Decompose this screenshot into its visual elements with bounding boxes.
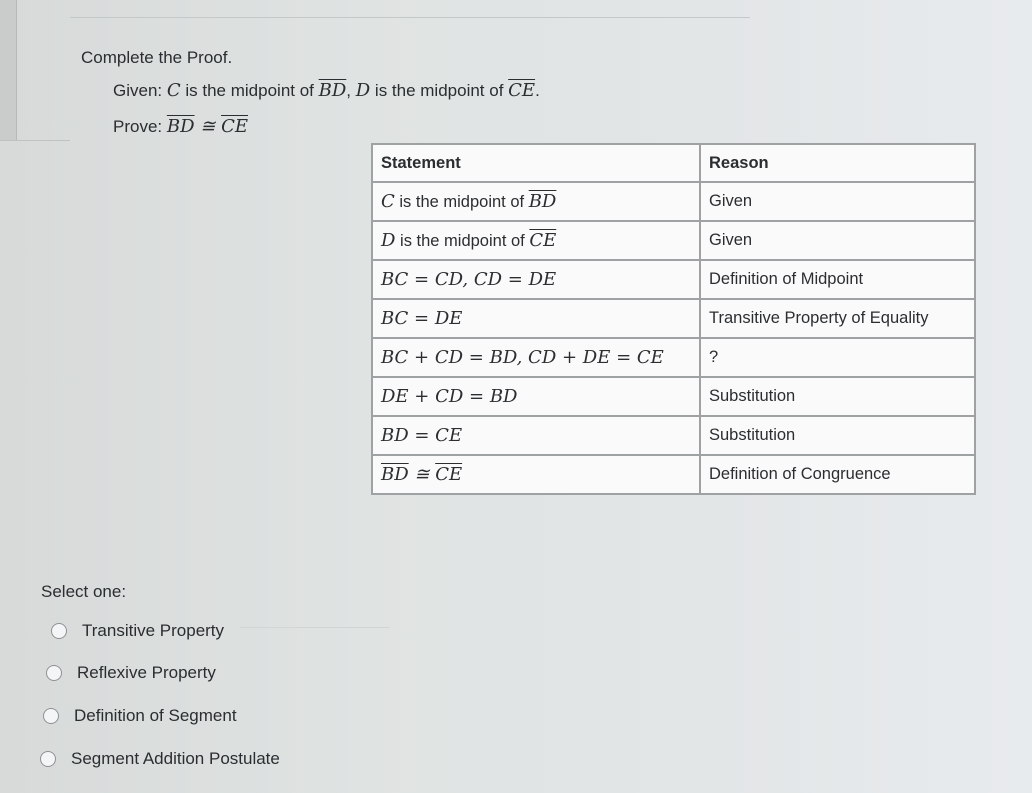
statement-cell: BC + CD = BD, CD + DE = CE: [372, 338, 700, 377]
left-panel-edge: [0, 0, 17, 140]
reason-cell-missing: ?: [700, 338, 975, 377]
proof-row: [372, 260, 975, 299]
statement-cell: [372, 455, 700, 494]
given-text-4: .: [535, 81, 540, 100]
option-label[interactable]: Definition of Segment: [74, 706, 237, 725]
given-segment-ce: CE: [508, 80, 536, 101]
question-heading: Complete the Proof.: [81, 48, 233, 67]
statement-congruent-symbol: ≅: [408, 464, 436, 485]
prove-congruent-symbol: ≅: [194, 116, 222, 137]
given-point-c: C: [166, 80, 181, 101]
statement-point-d: D: [381, 230, 396, 251]
proof-table-header: [372, 144, 975, 182]
reason-cell: Given: [700, 221, 975, 260]
radio-button[interactable]: [40, 751, 56, 767]
statement-cell: BC = DE: [372, 299, 700, 338]
statement-header: Statement: [372, 144, 700, 182]
top-divider: [70, 17, 750, 18]
option-segment-addition-postulate[interactable]: [40, 749, 280, 769]
reason-cell: Definition of Congruence: [700, 455, 975, 494]
reason-header: Reason: [700, 144, 975, 182]
reason-cell: Given: [700, 182, 975, 221]
statement-cell: [372, 221, 700, 260]
reason-cell: Substitution: [700, 377, 975, 416]
statement-point-c: C: [381, 191, 395, 212]
statement-cell: BC = CD, CD = DE: [372, 260, 700, 299]
prove-segment-bd: BD: [166, 116, 195, 137]
option-transitive-property[interactable]: [51, 621, 224, 641]
option-reflexive-property[interactable]: [46, 663, 216, 683]
statement-text: is the midpoint of: [395, 232, 530, 250]
option-definition-of-segment[interactable]: [43, 706, 237, 726]
proof-row: [372, 221, 975, 260]
statement-segment-ce: CE: [435, 464, 463, 485]
option-divider: [240, 627, 390, 628]
given-text-3: is the midpoint of: [370, 81, 509, 100]
prove-segment-ce: CE: [221, 116, 248, 137]
radio-button[interactable]: [46, 665, 62, 681]
option-label[interactable]: Transitive Property: [82, 621, 225, 640]
statement-segment-ce: CE: [529, 230, 557, 251]
statement-cell: BD = CE: [372, 416, 700, 455]
proof-row: [372, 416, 975, 455]
reason-cell: Transitive Property of Equality: [700, 299, 975, 338]
proof-row: [372, 299, 975, 338]
radio-button[interactable]: [43, 708, 59, 724]
prove-statement: [113, 116, 248, 137]
statement-segment-bd: BD: [381, 464, 409, 485]
reason-cell: Substitution: [700, 416, 975, 455]
proof-table: [371, 143, 976, 495]
statement-segment-bd: BD: [528, 191, 557, 212]
given-segment-bd: BD: [318, 80, 347, 101]
given-label: Given:: [113, 81, 163, 100]
statement-cell: DE + CD = BD: [372, 377, 700, 416]
proof-row: [372, 338, 975, 377]
given-statement: [113, 80, 540, 101]
left-panel-divider: [0, 140, 70, 141]
radio-button[interactable]: [51, 623, 67, 639]
proof-row: [372, 377, 975, 416]
given-text-2: ,: [346, 81, 356, 100]
prove-label: Prove:: [113, 117, 163, 136]
given-point-d: D: [355, 80, 371, 101]
proof-row: [372, 182, 975, 221]
statement-cell: [372, 182, 700, 221]
reason-cell: Definition of Midpoint: [700, 260, 975, 299]
select-one-label: Select one:: [41, 582, 127, 601]
statement-text: is the midpoint of: [394, 193, 529, 211]
option-label[interactable]: Reflexive Property: [77, 663, 216, 682]
option-label[interactable]: Segment Addition Postulate: [71, 749, 280, 768]
proof-row: [372, 455, 975, 494]
given-text-1: is the midpoint of: [180, 81, 319, 100]
